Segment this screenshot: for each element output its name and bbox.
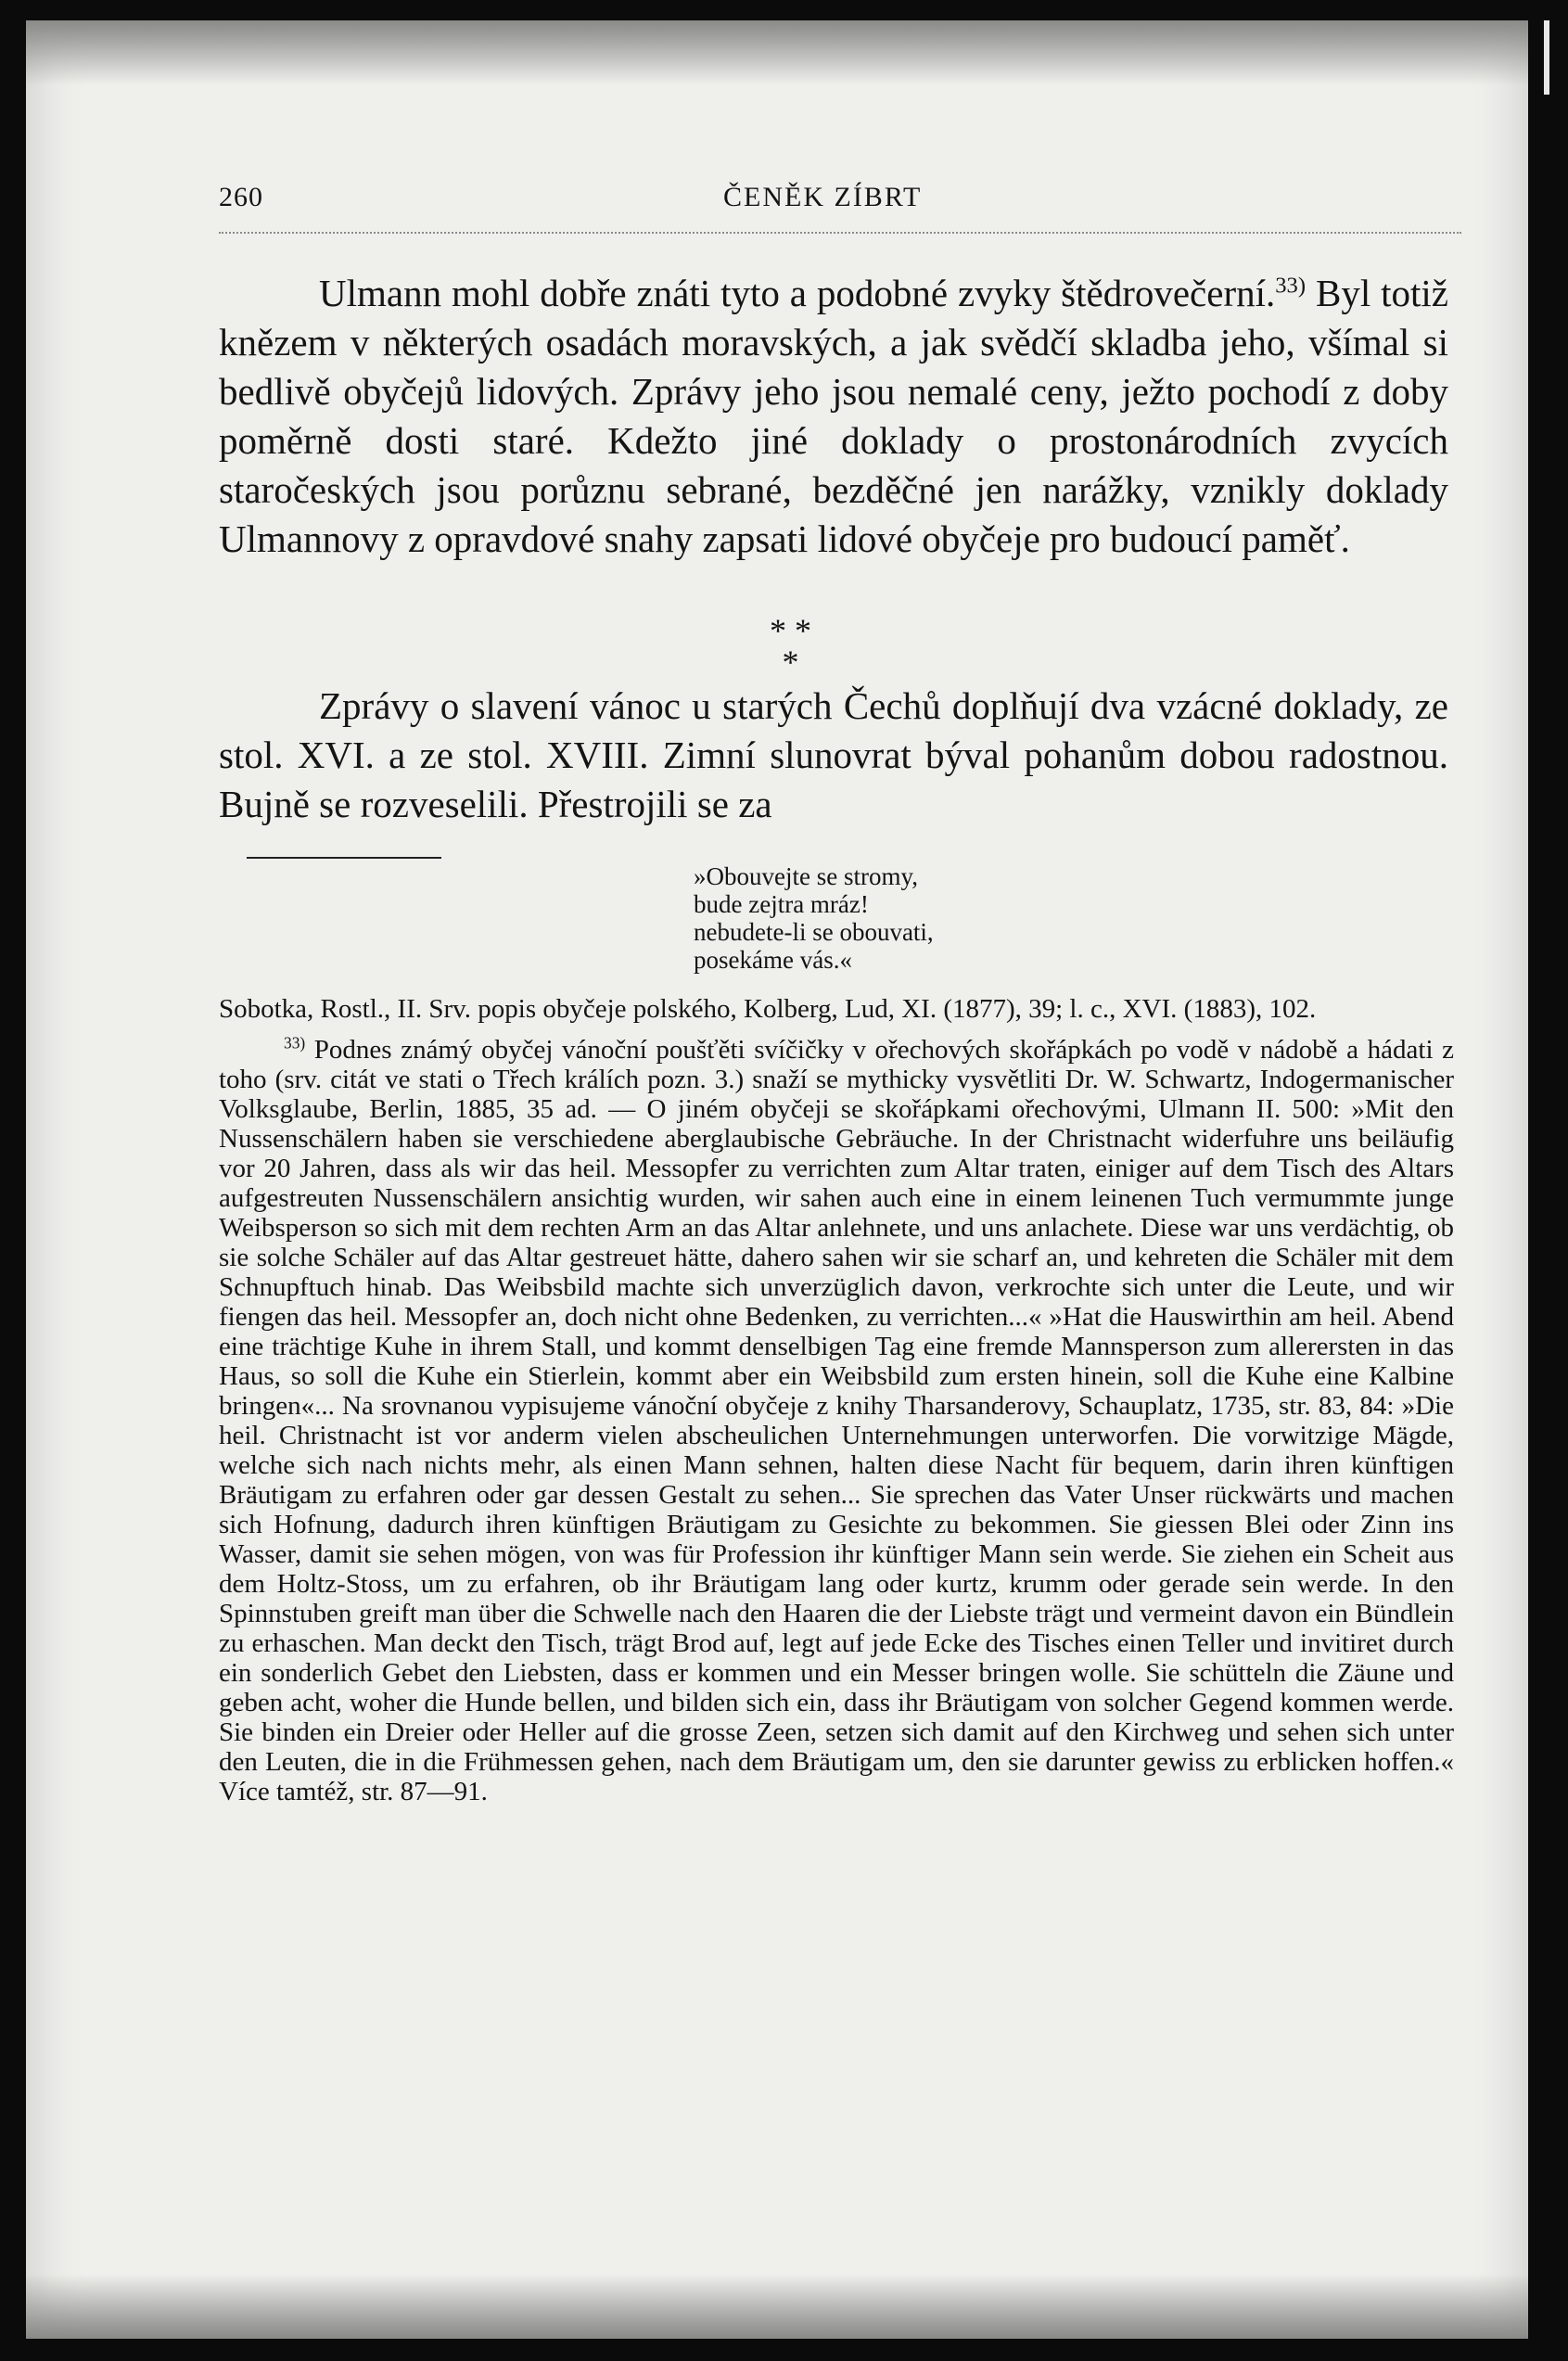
- asterism-top: * *: [770, 612, 811, 649]
- footnote-reference: 33): [1275, 273, 1307, 299]
- paragraph: Zprávy o slavení vánoc u starých Čechů doplňují dva vzácné doklady, ze stol. XVI. a ze stol. XVIII. Zimní slunovrat býval pohanům dobou radostnou. Bujně se rozveselili. Přestrojili se za: [219, 684, 1448, 825]
- footnote-marker: 33): [284, 1033, 306, 1053]
- footnotes: [219, 994, 1454, 1806]
- footnote-citation: Sobotka, Rostl., II. Srv. popis obyčeje polského, Kolberg, Lud, XI. (1877), 39; l. c., XVI. (1883), 102.: [219, 994, 1317, 1024]
- page-number: 260: [219, 182, 263, 212]
- asterism-bottom: *: [782, 644, 799, 681]
- verse-line: »Obouvejte se stromy,: [694, 862, 918, 890]
- footnote-text: Podnes známý obyčej vánoční poušťěti svíčičky v ořechových skořápkách po vodě v nádobě a hádati z toho (srv. citát ve stati o Třech králích pozn. 3.) snaží se mythicky vysvětliti Dr. W. Schwartz, Indogermanischer Volksglaube, Berlin, 1885, 35 ad. — O jiném obyčeji se skořápkami ořechovými, Ulmann II. 500: »Mit den Nussenschälern haben sie verschiedene aberglaubische Gebräuche. In der Christnacht widerfuhre uns beiläufig vor 20 Jahren, dass als wir das heil. Messopfer zu verrichten zum Altar traten, einiger auf dem Tisch des Altars aufgestreuten Nussenschälern ansichtig wurden, wir sahen auch eine in einem leinenen Tuch vermummte junge Weibsperson so sich mit dem rechten Arm an das Altar anlehnete, und uns anlachete. Diese war uns verdächtig, ob sie solche Schäler auf das Altar gestreuet hätte, dahero sahen wir sie scharf an, und kehreten die Schäler mit dem Schnupftuch hinab. Das Weibsbild machte sich unverzüglich davon, verkrochte sich unter die Leute, und wir fiengen das heil. Messopfer an, doch nicht ohne Bedenken, zu verrichten...« »Hat die Hauswirthin am heil. Abend eine trächtige Kuhe in ihrem Stall, und kommt denselbigen Tag eine fremde Mannsperson zum allerersten in das Haus, so soll die Kuhe ein Stierlein, kommt aber ein Weibsbild zum ersten hinein, soll die Kuhe eine Kalbine bringen«... Na srovnanou vypisujeme vánoční obyčeje z knihy Tharsanderovy, Schauplatz, 1735, str. 83, 84: »Die heil. Christnacht ist vor anderm vielen abscheulichen Unternehmungen unterworfen. Die vorwitzige Mägde, welche sich nach nichts mehr, als einen Mann sehnen, halten diese Nacht für bequem, darin ihren künftigen Bräutigam zu erfahren oder gar dessen Gestalt zu sehen... Sie sprechen das Vater Unser rückwärts und machen sich Hofnung, dadurch ihren künftigen Bräutigam zu Gesichte zu bekommen. Sie giessen Blei oder Zinn ins Wasser, damit sie sehen mögen, von was für Profession ihr künftiger Mann sein werde. Sie ziehen ein Scheit aus dem Holtz-Stoss, um zu erfahren, ob ihr Bräutigam lang oder kurtz, krumm oder gerade sein werde. In den Spinnstuben greift man über die Schwelle nach den Haaren die der Liebste trägt und vermeint davon ein Bündlein zu erhaschen. Man deckt den Tisch, trägt Brod auf, legt auf jede Ecke des Tisches einen Teller und invitiret durch ein sonderlich Gebet den Liebsten, dass er kommen und ein Messer bringen wolle. Sie schütteln die Zäune und geben acht, woher die Hunde bellen, und bilden sich ein, dass ihr Bräutigam von solcher Gegend kommen werde. Sie binden ein Dreier oder Heller auf die grosse Zeen, setzen sich damit auf den Kirchweg und sehen sich unter den Leuten, die in die Frühmessen gehen, nach dem Bräutigam um, den sie darunter gewiss zu erblicken hoffen.« Více tamtéž, str. 87—91.: [219, 1035, 1454, 1806]
- main-text: [219, 269, 1448, 564]
- paragraph: [219, 269, 1448, 564]
- footnote-33: [219, 1035, 1454, 1806]
- verse-quote: [694, 862, 934, 974]
- asterism-separator: [770, 612, 811, 681]
- paragraph-text: Ulmann mohl dobře znáti tyto a podobné zvyky štědrovečerní.: [319, 272, 1276, 314]
- header-rule: [219, 232, 1461, 234]
- paragraph-text-continued: Byl totiž knězem v některých osadách moravských, a jak svědčí skladba jeho, všímal si bedlivě obyčejů lidových. Zprávy jeho jsou nemalé ceny, ježto pochodí z doby poměrně dosti staré. Kdežto jiné doklady o prostonárodních zvycích staročeských jsou porůznu sebrané, bezděčné jen narážky, vznikly doklady Ulmannovy z opravdové snahy zapsati lidové obyčeje pro budoucí paměť.: [219, 272, 1448, 560]
- page-edge: [1544, 20, 1549, 95]
- section-text: [219, 682, 1448, 829]
- verse-line: posekáme vás.«: [694, 946, 852, 974]
- verse-line: nebudete-li se obouvati,: [694, 918, 934, 946]
- footnote-rule: [247, 857, 441, 859]
- verse-line: bude zejtra mráz!: [694, 890, 869, 918]
- running-title: ČENĚK ZÍBRT: [723, 182, 923, 212]
